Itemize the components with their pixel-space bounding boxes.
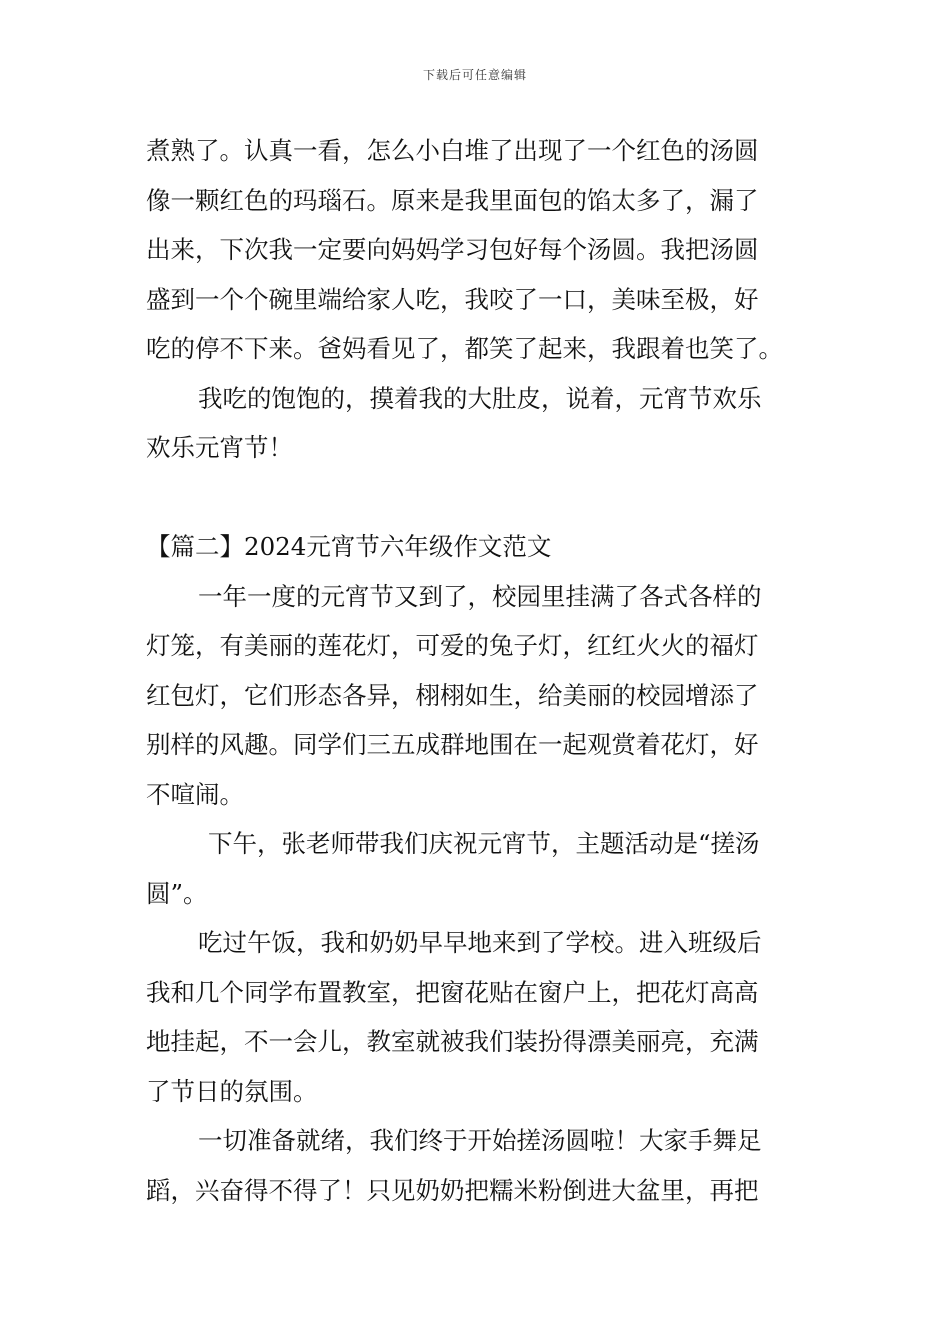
paragraph <box>146 1116 808 1215</box>
page-header: 下载后可任意编辑 <box>422 68 527 82</box>
paragraph <box>146 819 808 918</box>
text-line: 像一颗红色的玛瑙石。原来是我里面包的馅太多了，漏了 <box>146 185 759 215</box>
paragraph <box>146 572 808 820</box>
paragraph <box>146 918 808 1116</box>
text-line: 灯笼，有美丽的莲花灯，可爱的兔子灯，红红火火的福灯 <box>146 631 759 660</box>
text-line: 欢乐元宵节！ <box>146 433 293 462</box>
text-line: 地挂起，不一会儿，教室就被我们装扮得漂美丽亮，充满 <box>146 1027 759 1056</box>
text-line: 圆”。 <box>146 878 208 908</box>
text-line: 红包灯，它们形态各异，栩栩如生，给美丽的校园增添了 <box>146 680 759 710</box>
text-line: 我和几个同学布置教室，把窗花贴在窗户上，把花灯高高 <box>146 977 759 1007</box>
paragraph <box>146 374 808 473</box>
section-heading <box>146 522 808 572</box>
text-line: 吃的停不下来。爸妈看见了，都笑了起来，我跟着也笑了。 <box>146 334 783 363</box>
document-body <box>146 126 808 1215</box>
text-line: 蹈，兴奋得不得了！只见奶奶把糯米粉倒进大盆里，再把 <box>146 1175 759 1205</box>
text-line: 我吃的饱饱的，摸着我的大肚皮，说着，元宵节欢乐 <box>198 383 762 413</box>
text-line: 出来，下次我一定要向妈妈学习包好每个汤圆。我把汤圆 <box>146 235 759 264</box>
text-line: 吃过午饭，我和奶奶早早地来到了学校。进入班级后 <box>198 928 762 957</box>
text-line: 煮熟了。认真一看，怎么小白堆了出现了一个红色的汤圆 <box>146 136 759 165</box>
text-line: 一年一度的元宵节又到了，校园里挂满了各式各样的 <box>198 581 762 611</box>
text-line: 不喧闹。 <box>146 779 244 809</box>
paragraph <box>146 126 808 374</box>
text-line: 一切准备就绪，我们终于开始搓汤圆啦！大家手舞足 <box>198 1126 762 1155</box>
text-line: 了节日的氛围。 <box>146 1076 318 1106</box>
text-line: 别样的风趣。同学们三五成群地围在一起观赏着花灯，好 <box>146 730 759 759</box>
text-line: 盛到一个个碗里端给家人吃，我咬了一口，美味至极，好 <box>146 284 759 314</box>
heading-text: 【篇二】2024元宵节六年级作文范文 <box>146 532 552 561</box>
text-line: 下午，张老师带我们庆祝元宵节，主题活动是“搓汤 <box>208 829 760 858</box>
blank-line <box>146 473 808 523</box>
